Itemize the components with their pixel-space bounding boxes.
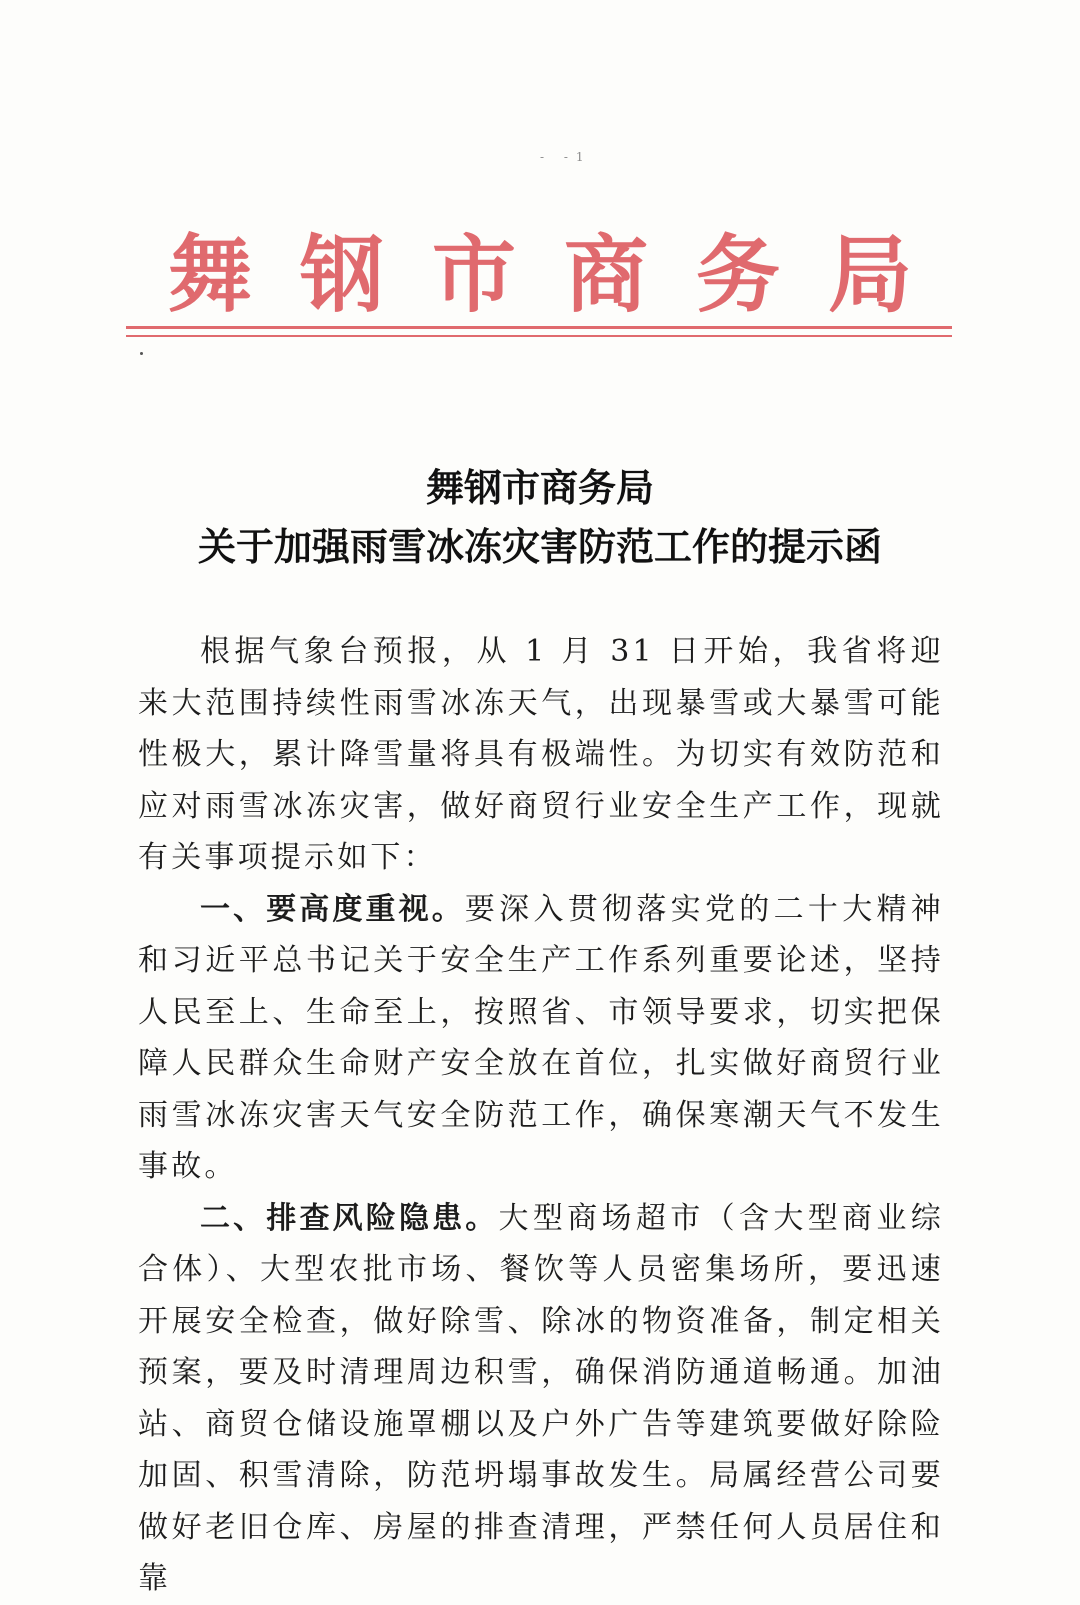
letterhead-rule-thin (126, 335, 952, 337)
document-body (138, 626, 944, 1605)
scan-speck (140, 352, 143, 355)
page-mark: - -1 (540, 150, 592, 164)
intro-paragraph: 根据气象台预报，从 1 月 31 日开始，我省将迎来大范围持续性雨雪冰冻天气，出现暴雪或大暴雪可能性极大，累计降雪量将具有极端性。为切实有效防范和应对雨雪冰冻灾害，做好商贸行业安全生产工作，现就有关事项提示如下： (138, 634, 944, 875)
letterhead-title: 舞钢市商务局 (168, 225, 961, 324)
section-2-paragraph (138, 1193, 944, 1605)
section-1-heading: 一、要高度重视。 (200, 891, 465, 927)
section-2-text: 大型商场超市（含大型商业综合体）、大型农批市场、餐饮等人员密集场所，要迅速开展安全检查，做好除雪、除冰的物资准备，制定相关预案，要及时清理周边积雪，确保消防通道畅通。加油站、商贸仓储设施罩棚以及户外广告等建筑要做好除险加固、积雪清除，防范坍塌事故发生。局属经营公司要做好老旧仓库、房屋的排查清理，严禁任何人员居住和靠 (138, 1200, 944, 1596)
section-1-text: 要深入贯彻落实党的二十大精神和习近平总书记关于安全生产工作系列重要论述，坚持人民至上、生命至上，按照省、市领导要求，切实把保障人民群众生命财产安全放在首位，扎实做好商贸行业雨雪冰冻灾害天气安全防范工作，确保寒潮天气不发生事故。 (138, 891, 944, 1184)
section-1-paragraph (138, 884, 944, 1193)
document-title-issuer: 舞钢市商务局 (425, 466, 654, 510)
document-title-subject: 关于加强雨雪冰冻灾害防范工作的提示函 (197, 525, 882, 569)
section-2-heading: 二、排查风险隐患。 (200, 1200, 499, 1236)
letterhead-rule-thick (126, 326, 952, 329)
